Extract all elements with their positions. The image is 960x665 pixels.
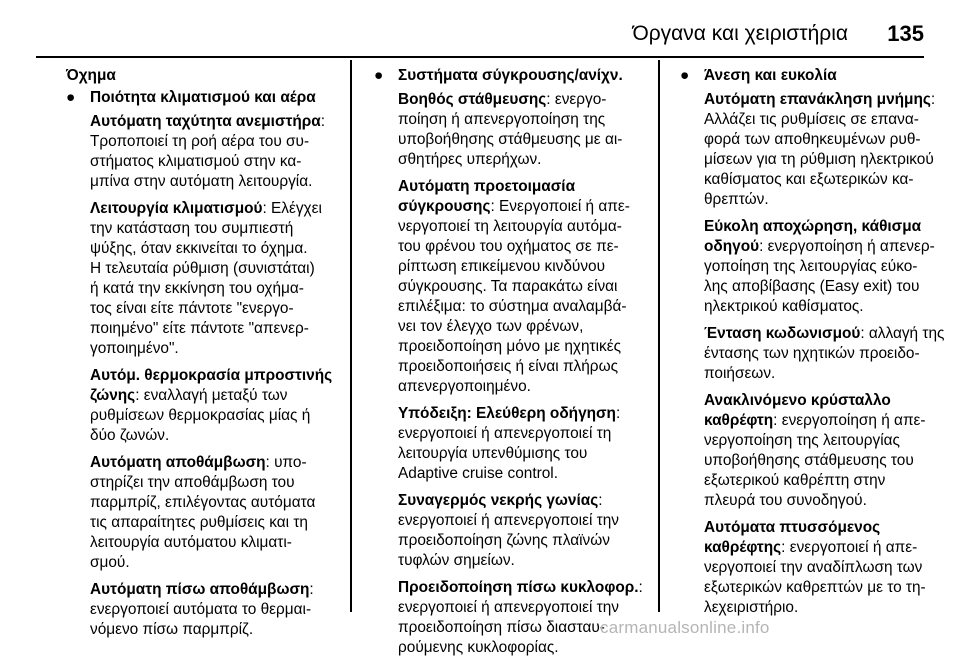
setting-description-line: παρμπρίζ, επιλέγοντας αυτόματα (90, 494, 316, 511)
setting-description-line: ψύξης, όταν εκκινείται το όχημα. (90, 240, 308, 257)
setting-description-line: ενεργοποιεί ή απενεργοποιεί την (398, 599, 619, 616)
setting-description-line: : εναλλαγή μεταξύ των (135, 387, 288, 404)
setting-description-line: σμού. (90, 554, 130, 571)
setting-term: Υπόδειξη: Ελεύθερη οδήγηση (398, 405, 616, 422)
setting-description-line: λειτουργία υπενθύμισης του (398, 445, 588, 462)
bullet-item (66, 88, 346, 108)
setting-description-line: Η τελευταία ρύθμιση (συνιστάται) (90, 260, 315, 277)
bullet-label: Άνεση και ευκολία (704, 67, 837, 84)
setting-term: Αυτόματη προετοιμασία σύγκρουσης (398, 178, 576, 215)
page-number: 135 (887, 21, 924, 46)
setting-description-line: τις απαραίτητες ρυθμίσεις και τη (90, 514, 308, 531)
setting-description-line: μπίνα στην αυτόματη λειτουργία. (90, 173, 313, 190)
setting-description-line: νεργοποιεί την αναδίπλωση των (704, 559, 923, 576)
setting-term: Αυτόματη αποθάμβωση (90, 454, 266, 471)
setting-description-line: : ενεργοποίηση ή απε- (773, 412, 926, 429)
setting-description-line: γοποιημένο". (90, 340, 179, 357)
setting-description-line: έντασης των ηχητικών προειδο- (704, 345, 920, 362)
bullet-icon: ● (66, 89, 76, 106)
setting-entry (680, 217, 960, 317)
setting-description-line: την κατάσταση του συμπιεστή (90, 220, 294, 237)
setting-description-line: : Ενεργοποιεί ή απε- (490, 198, 630, 215)
column-divider (658, 60, 660, 612)
setting-description-line: : (638, 579, 643, 596)
setting-description-line: απενεργοποιημένο. (398, 378, 531, 395)
setting-entry (66, 112, 346, 192)
setting-description-line: τυφλών σημείων. (398, 552, 515, 569)
setting-term: Ένταση κωδωνισμού (704, 325, 861, 342)
setting-term: Εύκολη αποχώρηση, κάθισμα οδηγού (704, 218, 922, 255)
setting-description-line: σύγκρουσης. Τα παρακάτω είναι (398, 278, 618, 295)
setting-description-line: : (309, 581, 314, 598)
setting-description-line: ενεργοποιεί αυτόματα το θερμαι- (90, 601, 312, 618)
bullet-item (680, 66, 960, 86)
setting-entry (680, 90, 960, 210)
right-column (680, 66, 960, 625)
setting-description-line: Adaptive cruise control. (398, 465, 558, 482)
setting-entry (66, 580, 346, 640)
setting-entry (374, 491, 654, 571)
setting-description-line: στηρίζει την αποθάμβωση του (90, 474, 295, 491)
setting-description-line: νεργοποίηση της λειτουργίας (704, 432, 900, 449)
setting-description-line: επιλέξιμα: το σύστημα αναλαμβά- (398, 298, 627, 315)
setting-entry (374, 177, 654, 397)
setting-description-line: ρούμενης κυκλοφορίας. (398, 639, 559, 656)
setting-description-line: υποβοήθησης στάθμευσης με αι- (398, 131, 623, 148)
setting-entry (680, 518, 960, 618)
setting-description-line: : (615, 405, 621, 422)
setting-description-line: πλευρά του συνοδηγού. (704, 492, 867, 509)
watermark: carmanualsonline.info (600, 618, 770, 637)
setting-description-line: σθητήρες υπερήχων. (398, 151, 542, 168)
setting-description-line: Αλλάζει τις ρυθμίσεις σε επανα- (704, 111, 919, 128)
setting-description-line: προειδοποιήσεις ή είναι πλήρως (398, 358, 619, 375)
setting-entry (374, 404, 654, 484)
bullet-icon: ● (680, 67, 690, 84)
setting-description-line: νεργοποιεί τη λειτουργία αυτόμα- (398, 218, 622, 235)
setting-description-line: λης αποβίβασης (Easy exit) του (704, 278, 920, 295)
setting-term: Αυτόμ. θερμοκρασία μπροστινής ζώνης (90, 367, 333, 404)
setting-description-line: ποιήσεων. (704, 365, 776, 382)
setting-description-line: λεχειριστήριο. (704, 599, 799, 616)
setting-entry (66, 199, 346, 359)
column-divider (350, 60, 352, 612)
setting-term: Βοηθός στάθμευσης (398, 91, 547, 108)
setting-description-line: προειδοποίηση πίσω διασταυ- (398, 619, 605, 636)
setting-description-line: : (320, 113, 326, 130)
setting-description-line: ποίηση ή απενεργοποίηση της (398, 111, 606, 128)
setting-description-line: : αλλαγή της (860, 325, 945, 342)
setting-term: Αυτόματα πτυσσόμενος καθρέφτης (704, 519, 881, 556)
setting-description-line: θρεπτών. (704, 191, 769, 208)
setting-description-line: εξωτερικού καθρέπτη στην (704, 472, 886, 489)
setting-description-line: : Ελέγχει (262, 200, 322, 217)
setting-description-line: νόμενο πίσω παρμπρίζ. (90, 621, 254, 638)
bullet-icon: ● (374, 67, 384, 84)
bullet-item (374, 66, 654, 86)
page-header (0, 0, 960, 62)
setting-description-line: : (598, 492, 603, 509)
setting-description-line: Τροποποιεί τη ροή αέρα του συ- (90, 133, 310, 150)
setting-description-line: προειδοποίηση μόνο με ηχητικές (398, 338, 622, 355)
setting-description-line: ενεργοποιεί ή απενεργοποιεί τη (398, 425, 612, 442)
bullet-label: Συστήματα σύγκρουσης/ανίχν. (398, 67, 623, 84)
setting-description-line: : ενεργοποιεί ή απε- (781, 539, 918, 556)
setting-description-line: ρίπτωση επικείμενου κινδύνου (398, 258, 606, 275)
setting-term: Λειτουργία κλιματισμού (90, 200, 263, 217)
setting-entry (66, 366, 346, 446)
setting-description-line: εξωτερικών καθρεπτών με το τη- (704, 579, 926, 596)
setting-description-line: νει τον έλεγχο των φρένων, (398, 318, 584, 335)
setting-term: Αυτόματη πίσω αποθάμβωση (90, 581, 310, 598)
setting-term: Προειδοποίηση πίσω κυκλοφορ. (398, 579, 639, 596)
setting-term: Συναγερμός νεκρής γωνίας (398, 492, 599, 509)
setting-description-line: του φρένου του οχήματος σε πε- (398, 238, 619, 255)
setting-description-line: προειδοποίηση ζώνης πλαϊνών (398, 532, 610, 549)
setting-description-line: ή κατά την εκκίνηση του οχήμα- (90, 280, 304, 297)
header-rule (36, 56, 924, 58)
setting-description-line: λειτουργία αυτόματου κλιματι- (90, 534, 292, 551)
middle-column (374, 66, 654, 665)
setting-term: Ανακλινόμενο κρύσταλλο καθρέφτη (704, 392, 891, 429)
setting-description-line: φορά των αποθηκευμένων ρυθ- (704, 131, 921, 148)
setting-description-line: γοποίηση της λειτουργίας εύκο- (704, 258, 918, 275)
setting-term: Αυτόματη ταχύτητα ανεμιστήρα (90, 113, 321, 130)
setting-description-line: : ενεργο- (546, 91, 607, 108)
setting-entry (680, 391, 960, 511)
setting-entry (66, 453, 346, 573)
setting-description-line: ποιημένο" είτε πάντοτε "απενερ- (90, 320, 309, 337)
setting-description-line: ενεργοποιεί ή απενεργοποιεί την (398, 512, 619, 529)
setting-description-line: : (930, 91, 936, 108)
setting-entry (374, 90, 654, 170)
section-heading: Όχημα (66, 67, 116, 84)
setting-description-line: ηλεκτρικού καθίσματος. (704, 298, 864, 315)
setting-description-line: υποβοήθησης στάθμευσης του (704, 452, 914, 469)
setting-description-line: τος είναι είτε πάντοτε "ενεργο- (90, 300, 294, 317)
left-column (66, 66, 346, 647)
setting-term: Αυτόματη επανάκληση μνήμης (704, 91, 931, 108)
setting-description-line: δύο ζωνών. (90, 427, 170, 444)
setting-description-line: στήματος κλιματισμού στην κα- (90, 153, 302, 170)
setting-description-line: ρυθμίσεων θερμοκρασίας μίας ή (90, 407, 311, 424)
setting-description-line: : ενεργοποίηση ή απενερ- (759, 238, 935, 255)
setting-description-line: καθίσματος και εξωτερικών κα- (704, 171, 914, 188)
bullet-label: Ποιότητα κλιματισμού και αέρα (90, 89, 316, 106)
page-title: Όργανα και χειριστήρια (632, 22, 848, 45)
setting-entry (680, 324, 960, 384)
setting-description-line: μίσεων για τη ρύθμιση ηλεκτρικού (704, 151, 934, 168)
setting-description-line: : υπο- (265, 454, 307, 471)
